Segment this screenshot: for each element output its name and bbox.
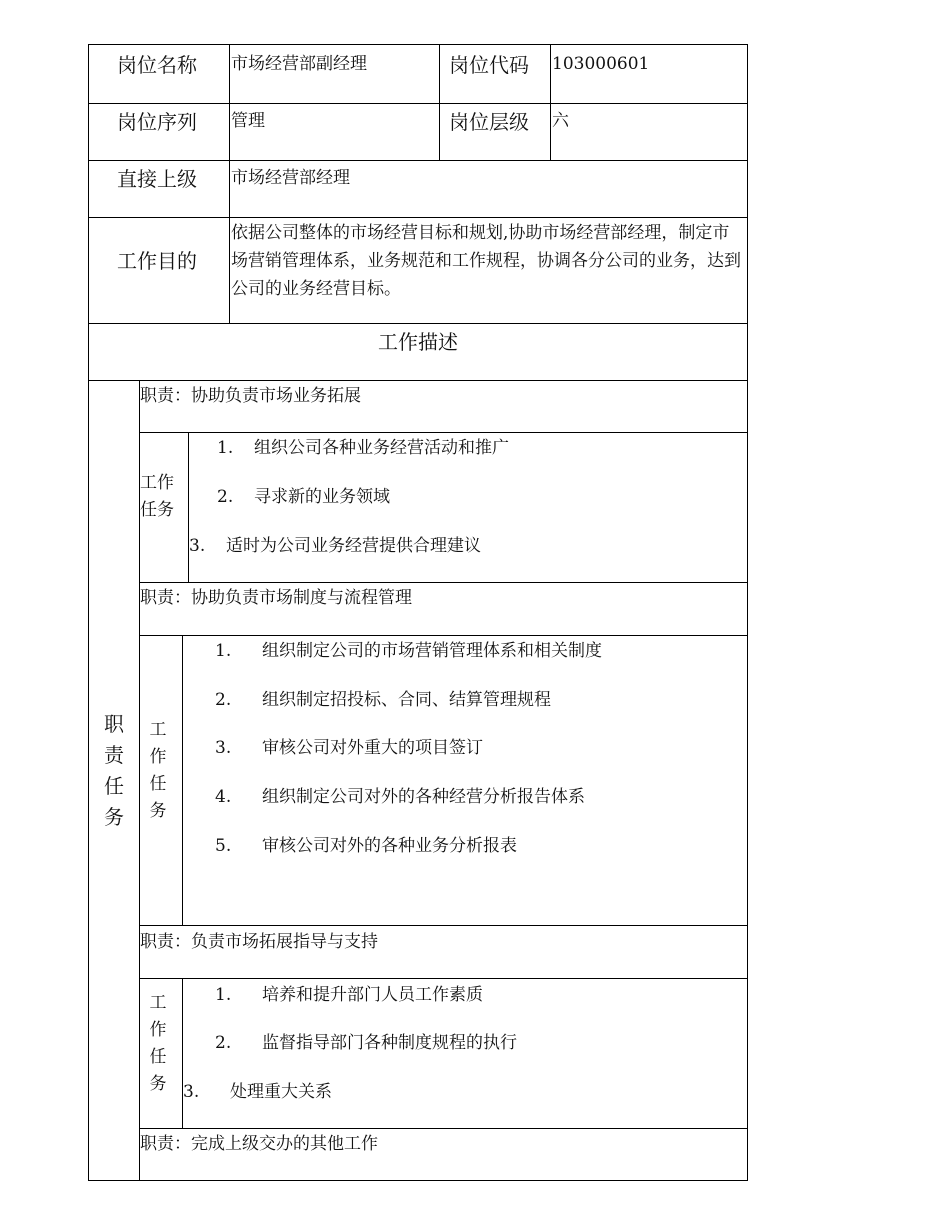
job-code-label: 岗位代码	[449, 53, 529, 77]
section-title: 工作描述	[378, 330, 458, 354]
task-item: 4. 组织制定公司对外的各种经营分析报告体系	[215, 787, 585, 807]
task-item: 3. 审核公司对外重大的项目签订	[215, 738, 483, 758]
task-label: 工 作 任 务	[149, 720, 167, 821]
job-name-value: 市场经营部副经理	[231, 54, 367, 74]
duty-title: 职责：完成上级交办的其他工作	[140, 1134, 378, 1154]
superior-label: 直接上级	[117, 167, 197, 191]
job-series-label: 岗位序列	[117, 110, 197, 134]
task-item: 2. 监督指导部门各种制度规程的执行	[215, 1033, 517, 1053]
job-level-label: 岗位层级	[449, 110, 529, 134]
purpose-label: 工作目的	[117, 249, 197, 273]
task-label: 工 作 任 务	[149, 993, 167, 1094]
job-series-value: 管理	[231, 111, 265, 131]
duties-label: 职 责 任 务	[104, 712, 124, 829]
task-item: 2. 组织制定招投标、合同、结算管理规程	[215, 690, 551, 710]
duty-title: 职责：负责市场拓展指导与支持	[140, 932, 378, 952]
task-item: 3. 处理重大关系	[183, 1082, 332, 1102]
task-label: 工作 任务	[140, 473, 174, 520]
superior-value: 市场经营部经理	[231, 168, 350, 188]
task-item: 5. 审核公司对外的各种业务分析报表	[215, 836, 517, 856]
job-name-label: 岗位名称	[117, 53, 197, 77]
task-item: 1. 组织制定公司的市场营销管理体系和相关制度	[215, 641, 602, 661]
task-item: 1. 组织公司各种业务经营活动和推广	[217, 438, 509, 458]
job-code-value: 103000601	[552, 54, 650, 74]
job-level-value: 六	[552, 111, 569, 131]
task-item: 3. 适时为公司业务经营提供合理建议	[189, 536, 481, 556]
task-item: 2. 寻求新的业务领域	[217, 487, 390, 507]
duty-title: 职责：协助负责市场业务拓展	[140, 386, 361, 406]
purpose-value: 依据公司整体的市场经营目标和规划,协助市场经营部经理，制定市场营销管理体系，业务规范和工作规程，协调各分公司的业务，达到公司的业务经营目标。	[231, 223, 741, 299]
task-item: 1. 培养和提升部门人员工作素质	[215, 985, 483, 1005]
duty-title: 职责：协助负责市场制度与流程管理	[140, 588, 412, 608]
